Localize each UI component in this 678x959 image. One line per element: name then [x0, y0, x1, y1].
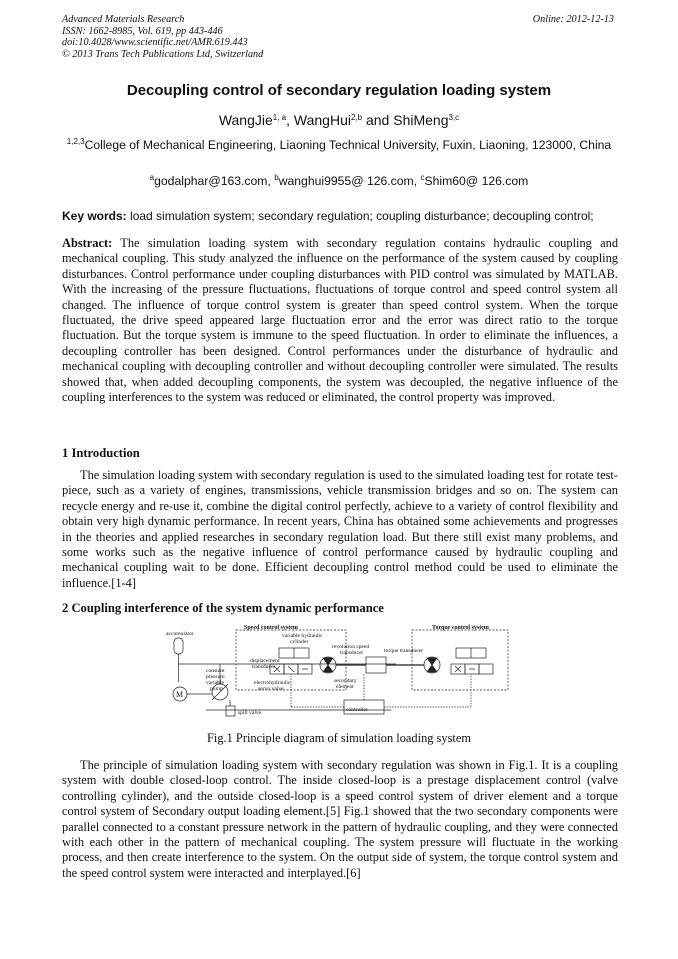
torque-system-frame	[412, 630, 508, 690]
section-body: The principle of simulation loading system with secondary regulation was shown in Fig.1. It is a coupling system with double closed-loop control. The inside closed-loop is a prestage displacement control (valve controlling cylinder), and the outside closed-loop is a speed control system of driver element and a torque control system of Secondary output loading element.[5] Fig.1 showed that the two secondary components were parallel connected to a constant pressure network in the pattern of hydraulic coupling, and they were connected with each other in the pattern of mechanical coupling. The system pressure will fluctuate in the working process, and then create interference to the system. On the output side of system, the torque control system and the speed control system were interacted and interplayed.[6]	[62, 758, 618, 880]
email-address[interactable]: wanghui9955@ 126.com,	[278, 174, 418, 188]
fig-label: servo valve	[258, 686, 284, 692]
affiliation	[62, 138, 616, 153]
affiliation-mark: 1,2,3	[66, 137, 85, 146]
author-affil-mark: 3,c	[448, 113, 460, 122]
fig-label: displacement	[250, 658, 280, 664]
email-address[interactable]: Shim60@ 126.com	[424, 174, 529, 188]
keywords-text: load simulation system; secondary regulation; coupling disturbance; decoupling control;	[130, 209, 594, 223]
abstract	[62, 236, 618, 405]
principle-diagram	[166, 622, 512, 726]
author-name: WangHui	[293, 112, 351, 128]
fig-label: element	[336, 684, 354, 690]
email-line	[0, 174, 678, 188]
email-mark: a	[149, 173, 155, 182]
fig-label: transducer	[252, 664, 276, 670]
fig-label: variable	[206, 680, 225, 686]
keywords-label: Key words:	[62, 209, 127, 223]
fig-label: revolution speed	[332, 644, 370, 650]
abstract-label: Abstract:	[62, 236, 113, 250]
author-affil-mark: 1, a	[272, 113, 287, 122]
author-name: ShiMeng	[393, 112, 449, 128]
fig-label: variable hydraulic	[282, 633, 323, 639]
fig-label: controller	[346, 707, 368, 713]
affiliation-text: College of Mechanical Engineering, Liaoning Technical University, Fuxin, Liaoning, 123000, China	[84, 138, 612, 152]
section-body: The simulation loading system with secondary regulation is used to the simulated loading test for rotate test-piece, such as a variety of engines, transmissions, vehicle transmission bridges and so on. The system can recycle energy and re-use it, combine the digital control perfectly, achieve to a variety of control flexibility and obtain very high dynamic performance. In recent years, China has obtained some achievements and progresses in the theories and applied researches in secondary regulation load. But there still exist many problems, and some works such as the negative influence of control performance caused by hydraulic coupling and mechanical coupling wait to be done. Efficient decoupling control method could be used to eliminate the influence.[1-4]	[62, 468, 618, 590]
fig-label: torque transducer	[384, 648, 423, 654]
online-date: Online: 2012-12-13	[532, 14, 614, 25]
author-list: WangJie$^{1, a}$, WangHui$^{2,b}$ and ShiMeng$^{3,c}$	[218, 112, 460, 128]
spill-valve-symbol	[226, 706, 235, 716]
email-mark: b	[274, 173, 279, 182]
accumulator-symbol	[174, 638, 183, 654]
fig-label: M	[176, 690, 184, 699]
fig-label: Torque control system	[432, 625, 489, 631]
figure-caption: Fig.1 Principle diagram of simulation loading system	[207, 731, 471, 745]
fig-label: accumulator	[166, 631, 194, 637]
fig-label: pump	[210, 686, 223, 692]
fig-label: Speed control system	[244, 625, 298, 631]
email-address[interactable]: godalphar@163.com,	[154, 174, 271, 188]
abstract-text: The simulation loading system with secondary regulation contains hydraulic coupling and mechanical coupling. This study analyzed the influence on the performance of the system caused by coupling disturbances. Control performance under coupling disturbances with PID control was simulated by MATLAB. With the increasing of the pressure fluctuations, fluctuations of torque control and speed control system all changed. The influence of torque control system is greater than speed control system. When the torque fluctuated, the drive speed appeared large fluctuation error and the error was direct ratio to the torque fluctuation. But the torque system is immune to the speed fluctuation. In order to eliminate the influences, a decoupling controller has been designed. Control performances under the disturbance of hydraulic and mechanical coupling with decoupling controller and without decoupling controller were simulated. The results showed that, when added decoupling components, the system was decoupled, the negative influence of the coupling interferences to the system was reduced or eliminated, the control property was improved.	[62, 236, 619, 405]
section-heading: 2 Coupling interference of the system dynamic performance	[62, 601, 384, 615]
doi-line: doi:10.4028/www.scientific.net/AMR.619.443	[62, 37, 248, 49]
fig-label: cylinder	[290, 639, 309, 645]
section-heading: 1 Introduction	[62, 446, 140, 460]
journal-name: Advanced Materials Research	[62, 14, 185, 25]
fig-label: electrohydraulic	[254, 680, 291, 686]
author-affil-mark: 2,b	[350, 113, 363, 122]
speed-transducer-box	[366, 657, 386, 673]
fig-label: secondary	[334, 678, 357, 684]
fig-label: pressure	[206, 674, 225, 680]
fig-label: transducer	[340, 650, 364, 656]
fig-label: constant	[206, 668, 225, 674]
paper-title: Decoupling control of secondary regulation loading system	[126, 82, 552, 99]
copyright-line: © 2013 Trans Tech Publications Ltd, Switzerland	[62, 48, 264, 60]
journal-header	[62, 14, 263, 60]
email-mark: c	[420, 173, 425, 182]
issn-line: ISSN: 1662-8985, Vol. 619, pp 443-446	[62, 25, 223, 37]
author-conjunction: and	[365, 112, 390, 128]
fig-label: spill valve	[238, 710, 262, 716]
author-name: WangJie	[218, 112, 273, 128]
keywords	[62, 209, 618, 223]
